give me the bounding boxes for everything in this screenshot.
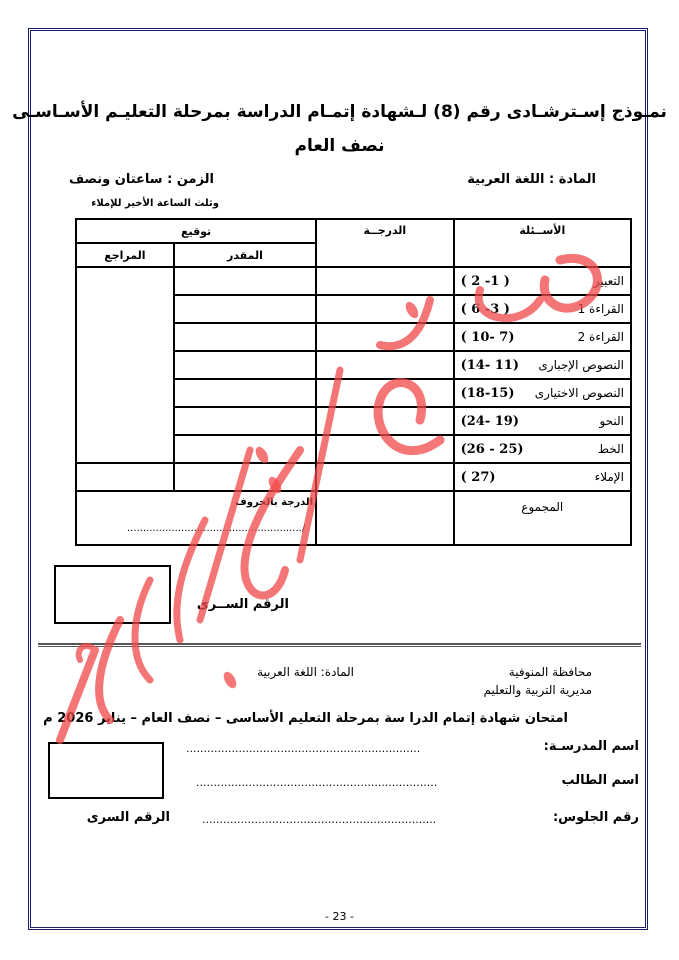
question-cell — [454, 351, 631, 379]
estimator-cell[interactable] — [174, 351, 316, 379]
header-reviewer: المراجع — [76, 243, 174, 267]
table-row — [76, 463, 631, 491]
document-title: نمـوذج إسـترشـادى رقم (8) لـشهادة إتمـام الدراسة بمرحلة التعليـم الأسـاسـى — [12, 102, 667, 122]
page-number: - 23 - — [325, 910, 354, 923]
table-row — [76, 267, 631, 295]
student-name-label: اسم الطالب — [561, 773, 639, 788]
grade-in-words-field[interactable]: ......................................................./ — [127, 523, 306, 534]
secret-number-label-top: الرقم الســرى — [196, 597, 289, 612]
question-label: الخط — [597, 442, 624, 456]
directorate-label: مديرية التربية والتعليم — [483, 683, 592, 697]
estimator-cell[interactable] — [174, 323, 316, 351]
grade-cell[interactable] — [316, 407, 453, 435]
question-cell — [454, 295, 631, 323]
question-cell — [454, 463, 631, 491]
grades-table — [75, 218, 632, 546]
question-cell — [454, 267, 631, 295]
question-range: ( 27) — [460, 469, 496, 485]
estimator-cell[interactable] — [174, 267, 316, 295]
question-label: النصوص الاختيارى — [534, 386, 624, 400]
grade-cell[interactable] — [316, 267, 453, 295]
question-range: (26 - 25) — [460, 441, 524, 457]
secret-number-box-bottom[interactable] — [48, 742, 164, 799]
question-range: ( 2 -1 ) — [460, 273, 510, 289]
grade-in-words-cell[interactable] — [76, 491, 316, 545]
question-range: ( 10- 7) — [460, 329, 515, 345]
header-estimator: المقدر — [174, 243, 316, 267]
grade-cell[interactable] — [316, 463, 453, 491]
question-cell — [454, 435, 631, 463]
dictation-note: وثلث الساعة الأخير للإملاء — [91, 198, 219, 209]
grade-cell[interactable] — [316, 435, 453, 463]
total-row — [76, 491, 631, 545]
question-cell — [454, 323, 631, 351]
question-cell — [454, 379, 631, 407]
cut-separator — [38, 643, 641, 647]
estimator-cell[interactable] — [174, 407, 316, 435]
student-name-field[interactable]: ..................................................................... — [196, 776, 438, 789]
secret-number-label: الرقم السرى — [86, 810, 170, 825]
time-label: الزمن : ساعتان ونصف — [68, 172, 214, 187]
question-label: النحو — [599, 414, 624, 428]
question-range: ( 6 -3 ) — [460, 301, 510, 317]
header-grade: الدرجــة — [316, 219, 453, 267]
subject-label: المادة : اللغة العربية — [467, 172, 596, 187]
question-label: الإملاء — [594, 470, 624, 484]
seat-number-field[interactable]: ................................................................... — [202, 813, 437, 826]
question-cell — [454, 407, 631, 435]
question-range: (14- 11) — [460, 357, 519, 373]
governorate-label: محافظة المنوفية — [508, 665, 592, 679]
reviewer-cell[interactable] — [76, 267, 174, 463]
school-name-field[interactable]: ................................................................... — [186, 742, 421, 755]
reviewer-cell[interactable] — [76, 463, 174, 491]
question-range: (24- 19) — [460, 413, 519, 429]
estimator-cell[interactable] — [174, 435, 316, 463]
secret-number-box-top[interactable] — [54, 565, 171, 624]
question-range: (18-15) — [460, 385, 515, 401]
bottom-subject-label: المادة: اللغة العربية — [257, 665, 354, 679]
question-label: القراءة 2 — [577, 330, 624, 344]
question-label: التعبير — [593, 274, 624, 288]
question-label: النصوص الإجبارى — [538, 358, 624, 372]
total-grade-cell[interactable] — [316, 491, 453, 545]
exam-title: امتحان شهادة إتمام الدرا سة بمرحلة التعليم الأساسى – نصف العام – يناير 2026 م — [43, 711, 568, 726]
estimator-cell[interactable] — [174, 379, 316, 407]
estimator-cell[interactable] — [174, 463, 316, 491]
grade-in-words-label: الدرجة بالحروف — [235, 497, 314, 508]
grade-cell[interactable] — [316, 295, 453, 323]
question-label: القراءة 1 — [577, 302, 624, 316]
header-signature: توقيع — [76, 219, 316, 243]
header-questions: الأســئلة — [454, 219, 631, 267]
grade-cell[interactable] — [316, 379, 453, 407]
grade-cell[interactable] — [316, 323, 453, 351]
seat-number-label: رقم الجلوس: — [552, 810, 639, 825]
school-name-label: اسم المدرسـة: — [543, 739, 639, 754]
estimator-cell[interactable] — [174, 295, 316, 323]
document-subtitle: نصف العام — [294, 136, 385, 156]
total-label: المجموع — [454, 491, 631, 545]
grade-cell[interactable] — [316, 351, 453, 379]
